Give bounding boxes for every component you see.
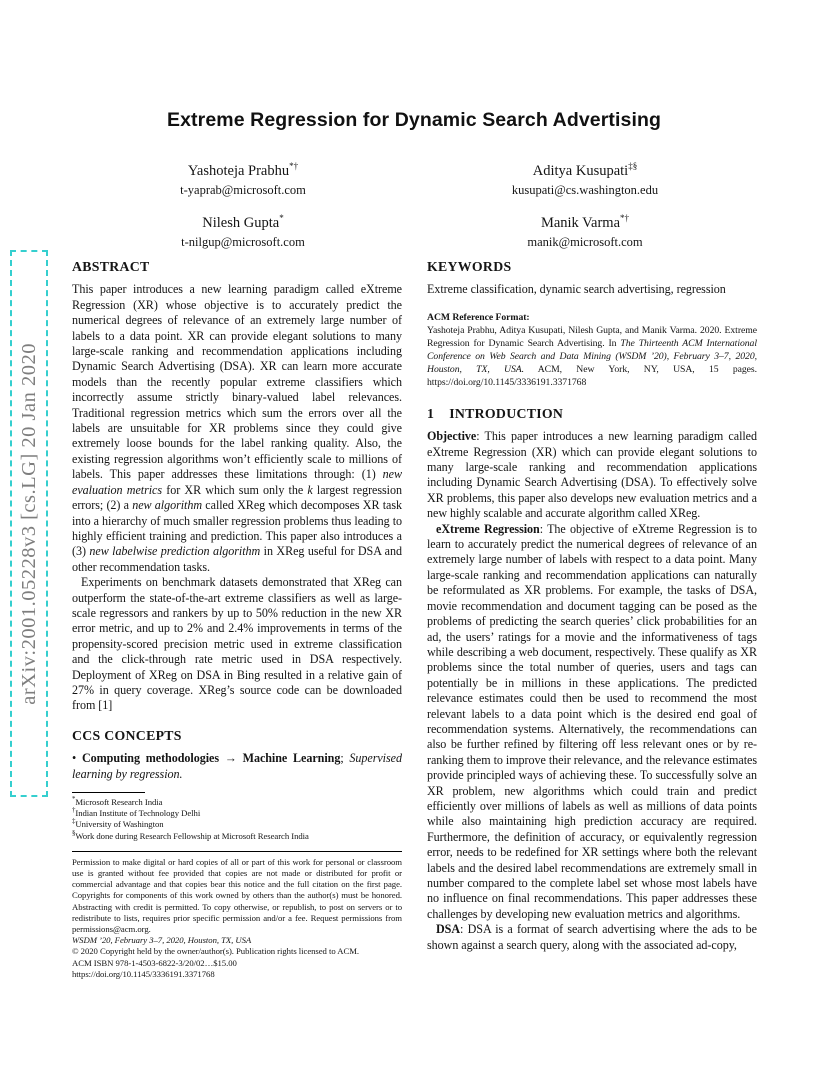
author-aditya-kusupati (414, 163, 756, 198)
author-affiliation-marker: ‡§ (628, 161, 638, 172)
footnote-text: Indian Institute of Technology Delhi (75, 808, 201, 819)
author-affiliation-marker: * (279, 213, 284, 224)
abstract-heading: ABSTRACT (72, 259, 150, 274)
footnote-text: Microsoft Research India (75, 797, 163, 807)
author-email-link[interactable]: manik@microsoft.com (527, 235, 643, 249)
author-email-link[interactable]: t-yaprab@microsoft.com (180, 183, 306, 197)
ccs-concepts-text: • Computing methodologies → Machine Learning; Supervised learning by regression. (72, 751, 402, 781)
author-block (72, 163, 756, 250)
footnote-marker: ‡ (72, 818, 76, 826)
author-name-text: Aditya Kusupati (532, 163, 629, 179)
keywords-heading: KEYWORDS (427, 259, 512, 274)
author-affiliation-marker: *† (620, 213, 630, 224)
author-name-text: Manik Varma (540, 215, 621, 231)
author-name (414, 215, 756, 232)
paper-title: Extreme Regression for Dynamic Search Advertising (166, 109, 662, 131)
intro-paragraph-objective: Objective: This paper introduces a new learning paradigm called eXtreme Regression (XR) which can provide elegant solutions to many large-scale ranking and recommendation applications including Dynamic Search Advertising (DSA). To effectively solve XR problems, this paper also develops new evaluation metrics and a new highly scalable and accurate algorithm called XReg. (427, 429, 757, 521)
footnote-rule (72, 792, 145, 793)
author-manik-varma (414, 215, 756, 250)
author-name-text: Nilesh Gupta (202, 215, 280, 231)
author-affiliation-marker: *† (289, 161, 299, 172)
isbn-line: ACM ISBN 978-1-4503-6822-3/20/02…$15.00 (72, 957, 237, 968)
doi-link[interactable]: https://doi.org/10.1145/3336191.3371768 (72, 968, 215, 979)
author-nilesh-gupta (72, 215, 414, 250)
author-name-text: Yashoteja Prabhu (187, 163, 290, 179)
footnote-marker: § (72, 829, 76, 837)
ccs-concepts-heading: CCS CONCEPTS (72, 727, 182, 743)
footnote-marker: * (72, 796, 76, 804)
footnote-uw (72, 819, 402, 830)
author-email-link[interactable]: t-nilgup@microsoft.com (181, 235, 305, 249)
acm-reference-block (427, 311, 757, 389)
acm-reference-heading: ACM Reference Format: (427, 311, 530, 323)
footnote-text: University of Washington (75, 819, 164, 830)
keywords-text: Extreme classification, dynamic search advertising, regression (427, 282, 726, 297)
footnotes-block (72, 792, 402, 842)
permission-text: Permission to make digital or hard copies of all or part of this work for personal or classroom use is granted without fee provided that copies are not made or distributed for profit or commercial advantage and that copies bear this notice and the full citation on the first page. Copyrights for components of this work owned by others than the author(s) must be honored. Abstracting with credit is permitted. To copy otherwise, or republish, to post on servers or to redistribute to lists, requires prior specific permission and/or a fee. Request permissions from permissions@acm.org. (72, 856, 402, 935)
author-name (414, 163, 756, 180)
right-column (427, 258, 757, 953)
section-title: INTRODUCTION (449, 405, 564, 421)
intro-paragraph-dsa: DSA: DSA is a format of search advertising where the ads to be shown against a search query, along with the associated ad-copy, (427, 922, 757, 952)
arxiv-watermark-text: arXiv:2001.05228v3 [cs.LG] 20 Jan 2020 (17, 342, 40, 705)
arxiv-watermark (10, 250, 48, 797)
introduction-heading (427, 406, 757, 421)
author-email-link[interactable]: kusupati@cs.washington.edu (511, 183, 659, 197)
author-name (72, 163, 414, 180)
abstract-paragraph-1: This paper introduces a new learning paradigm called eXtreme Regression (XR) whose objective is to accurately predict the numerical degrees of relevance of an extremely large number of labels to a data point. XR can provide elegant solutions to many large-scale ranking and recommendation applications including Dynamic Search Advertising (DSA). XR can learn more accurate models than the recently popular extreme classifiers which incorrectly assume strictly binary-valued label relevances. Traditional regression metrics which sum the errors over all the labels are unsuitable for XR problems since they could give extremely loose bounds for the label ranking quality. Also, the existing regression algorithms won’t efficiently scale to millions of labels. This paper addresses these limitations through: (1) new evaluation metrics for XR which sum only the k largest regression errors; (2) a new algorithm called XReg which decomposes XR task into a hierarchy of much smaller regression problems thus leading to highly efficient training and prediction. This paper also introduces a (3) new labelwise prediction algorithm in XReg useful for DSA and other recommendation tasks. (72, 282, 403, 574)
footnote-text: Work done during Research Fellowship at Microsoft Research India (75, 830, 309, 841)
intro-paragraph-extreme-regression: eXtreme Regression: The objective of eXtreme Regression is to learn to accurately predict the numerical degrees of relevance of an extremely large number of labels with respect to a data point. Many large-scale ranking and recommendation applications can naturally be reformulated as XR problems. For example, the tasks of DSA, movie recommendation and document tagging can be posed as the problems of predicting the search queries’ click probabilities for an ad, the users’ ratings for a movie and the informativeness of tags while describing a web document, respectively. These qualify as XR problems since the total number of queries, users and tags can potentially be in millions in these applications. The predicted relevance estimates could then be used to recommend the most relevant labels to a data point which is the desired end goal of recommendation systems. Alternatively, the recommendations can also be further refined by filtering off less relevant ones or by re-ranking them to improve their relevance, and the relevance estimates provide principled ways of achieving these. To successfully solve an XR problem, new algorithms which could train and predict efficiently over millions of labels as well as millions of data points while also maintaining high prediction accuracy are required. Furthermore, the definition of accuracy, or equivalently regression error, needs to be redefined for XR settings where both the relevant labels and the desired label recommendations are extremely small in number compared to the complete label set whose most labels have no influence on final recommendations. This paper addresses these challenges by developing new evaluation metrics and algorithms. (427, 521, 757, 921)
acm-reference-text: Yashoteja Prabhu, Aditya Kusupati, Nilesh Gupta, and Manik Varma. 2020. Extreme Regression for Dynamic Search Advertising. In The Thirteenth ACM International Conference on Web Search and Data Mining (WSDM ’20), February 3–7, 2020, Houston, TX, USA. ACM, New York, NY, USA, 15 pages. https://doi.org/10.1145/3336191.3371768 (427, 324, 757, 388)
left-column (72, 258, 402, 980)
abstract-paragraph-2: Experiments on benchmark datasets demonstrated that XReg can outperform the state-of-the-art extreme classifiers as well as large-scale regressors and rankers by up to 50% reduction in the new XR error metric, and up to 2% and 2.4% improvements in terms of the propensity-scored precision metric used in extreme classification and the click-through rate metric used in DSA respectively. Deployment of XReg on DSA in Bing resulted in a relative gain of 27% in query coverage. XReg’s source code can be downloaded from [1] (72, 575, 402, 713)
footnote-fellowship (72, 831, 402, 842)
footnote-marker: † (72, 807, 76, 815)
section-number: 1 (427, 405, 435, 421)
footnote-iitd (72, 808, 402, 819)
footnote-msr (72, 797, 402, 808)
conference-line: WSDM ’20, February 3–7, 2020, Houston, TX, USA (72, 935, 252, 946)
copyright-permission-block (72, 851, 402, 980)
copyright-line: © 2020 Copyright held by the owner/author(s). Publication rights licensed to ACM. (72, 946, 360, 957)
author-yashoteja-prabhu (72, 163, 414, 198)
author-name (72, 215, 414, 232)
